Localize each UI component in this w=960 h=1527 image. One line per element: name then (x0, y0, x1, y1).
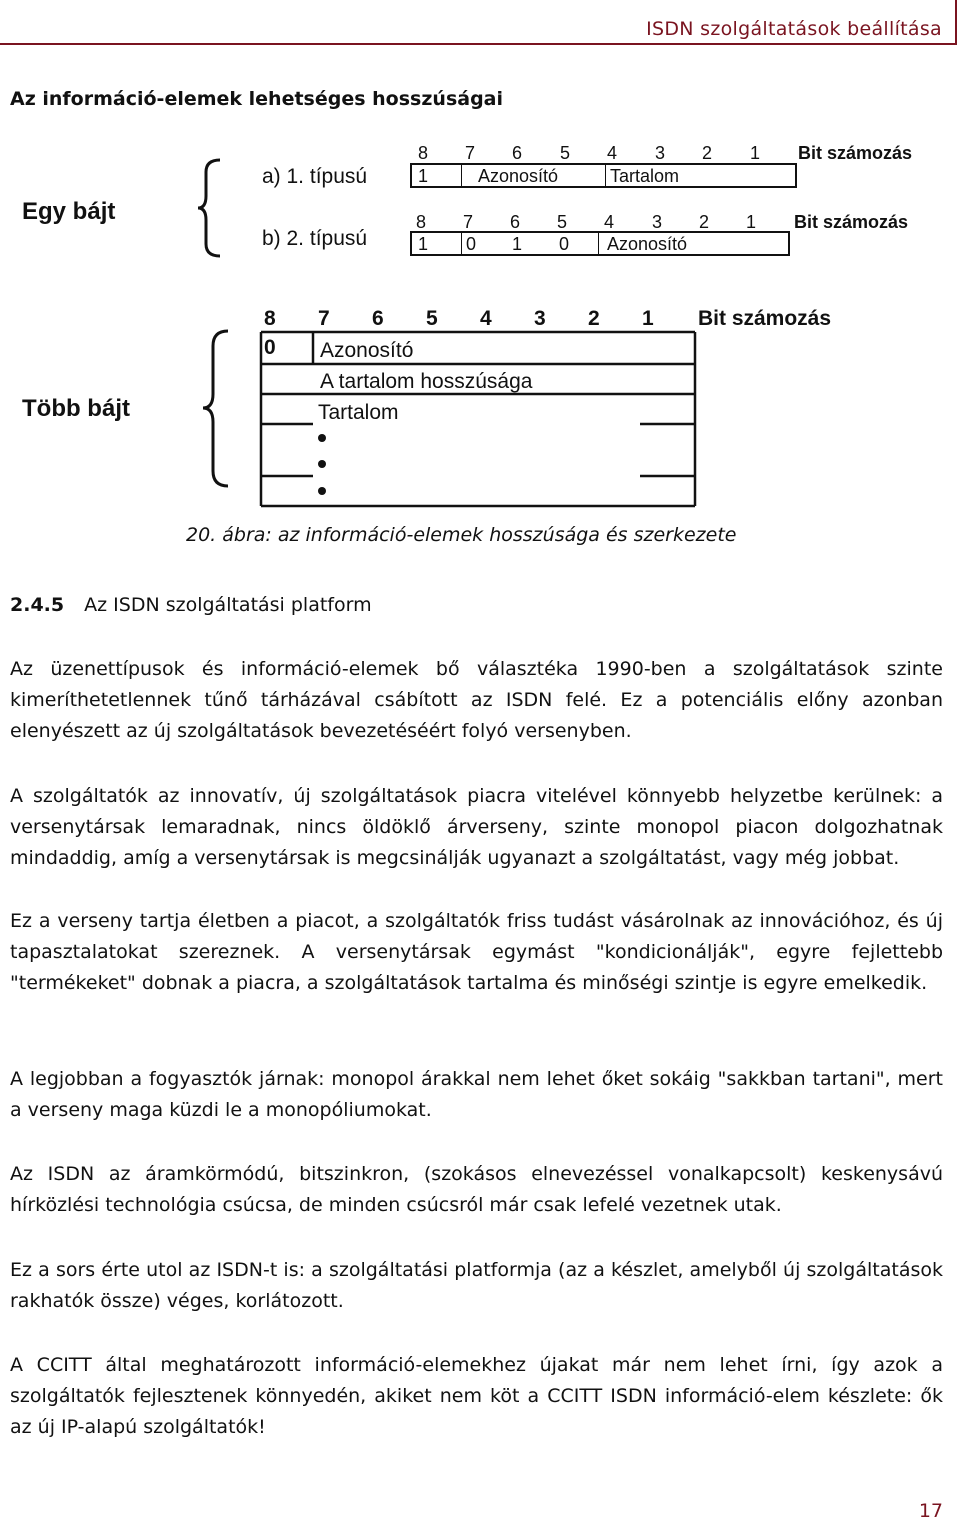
subsection-title: Az ISDN szolgáltatási platform (84, 594, 372, 616)
type-a-content: Tartalom (610, 166, 680, 186)
left-brace-icon (196, 158, 226, 258)
type-a-label: a) 1. típusú (262, 165, 368, 188)
type-a-bit8: 1 (418, 166, 429, 186)
multi-byte-length: A tartalom hosszúsága (320, 370, 533, 393)
multi-byte-identifier: Azonosító (320, 339, 414, 362)
left-brace-icon (200, 328, 234, 490)
figure-information-elements (0, 130, 960, 560)
one-byte-label: Egy bájt (22, 198, 116, 225)
paragraph-6: Ez a sors érte utol az ISDN-t is: a szolgáltatási platformja (az a készlet, amelyből új szolgáltatások rakhatók össze) véges, korlátozott. (10, 1259, 943, 1312)
paragraph-1: Az üzenettípusok és információ-elemek bő választéka 1990-ben a szolgáltatások szinte kimeríthetetlennek tűnő tárházával csábított az ISDN felé. Ez a potenciális előny azonban elenyészett az új szolgáltatások bevezetéséért folyó versenyben. (10, 658, 943, 742)
type-a-octet (410, 163, 797, 188)
header-rule-vertical (955, 0, 957, 45)
figure-caption: 20. ábra: az információ-elemek hosszúsága és szerkezete (186, 524, 737, 546)
type-b-octet (410, 231, 790, 256)
type-a-bit-row: 8 7 6 5 4 3 2 1 Bit számozás (418, 143, 913, 163)
paragraph-7: A CCITT által meghatározott információ-elemekhez újakat már nem lehet írni, így azok a szolgáltatók fejlesztenek könnyedén, akiket nem köt a CCITT ISDN információ-elem készlete: ők az új IP-alapú szolgáltatók! (10, 1354, 943, 1438)
paragraph-5: Az ISDN az áramkörmódú, bitszinkron, (szokásos elnevezéssel vonalkapcsolt) keskenysávú hírközlési technológia csúcsa, de minden csúcsról már csak lefelé vezetnek utak. (10, 1163, 943, 1216)
paragraph-2: A szolgáltatók az innovatív, új szolgáltatások piacra vitelével könnyebb helyzetbe kerülnek: a versenytársak lemaradnak, nincs öldöklő árverseny, szinte monopol piacon dolgozhatnak mindaddig, amíg a versenytársak is megcsinálják ugyanazt a szolgáltatást, vagy még jobbat. (10, 785, 943, 869)
type-b-bit7: 0 (466, 234, 477, 254)
multi-byte-label: Több bájt (22, 395, 130, 422)
type-b-bit6: 1 (512, 234, 523, 254)
multi-byte-content: Tartalom (318, 401, 399, 424)
type-a-identifier: Azonosító (478, 166, 559, 186)
multi-byte-first-bit: 0 (264, 336, 276, 359)
subsection-heading (10, 594, 372, 616)
header-rule (0, 43, 957, 45)
type-b-bit5: 0 (559, 234, 570, 254)
paragraph-4: A legjobban a fogyasztók járnak: monopol árakkal nem lehet őket sokáig "sakkban tartani", mert a verseny maga küzdi le a monopóliumokat. (10, 1068, 943, 1121)
paragraph-3: Ez a verseny tartja életben a piacot, a szolgáltatók friss tudást vásárolnak az innovációhoz, és új tapasztalatokat szereznek. A versenytársak egymást "kondicionálják", egyre fejlettebb "termékeket" dobnak a piacra, a szolgáltatások tartalma és minőségi szintje is egyre emelkedik. (10, 910, 943, 994)
subsection-number: 2.4.5 (10, 594, 65, 616)
page-number: 17 (918, 1500, 943, 1522)
type-b-identifier: Azonosító (607, 234, 688, 254)
running-header: ISDN szolgáltatások beállítása (646, 18, 942, 40)
section-heading: Az információ-elemek lehetséges hosszúságai (10, 88, 504, 110)
type-b-label: b) 2. típusú (262, 227, 368, 250)
type-b-bit8: 1 (418, 234, 429, 254)
type-b-bit-row: 8 7 6 5 4 3 2 1 Bit számozás (416, 212, 909, 232)
multi-byte-bit-row: 8 7 6 5 4 3 2 1 Bit számozás (264, 307, 832, 330)
